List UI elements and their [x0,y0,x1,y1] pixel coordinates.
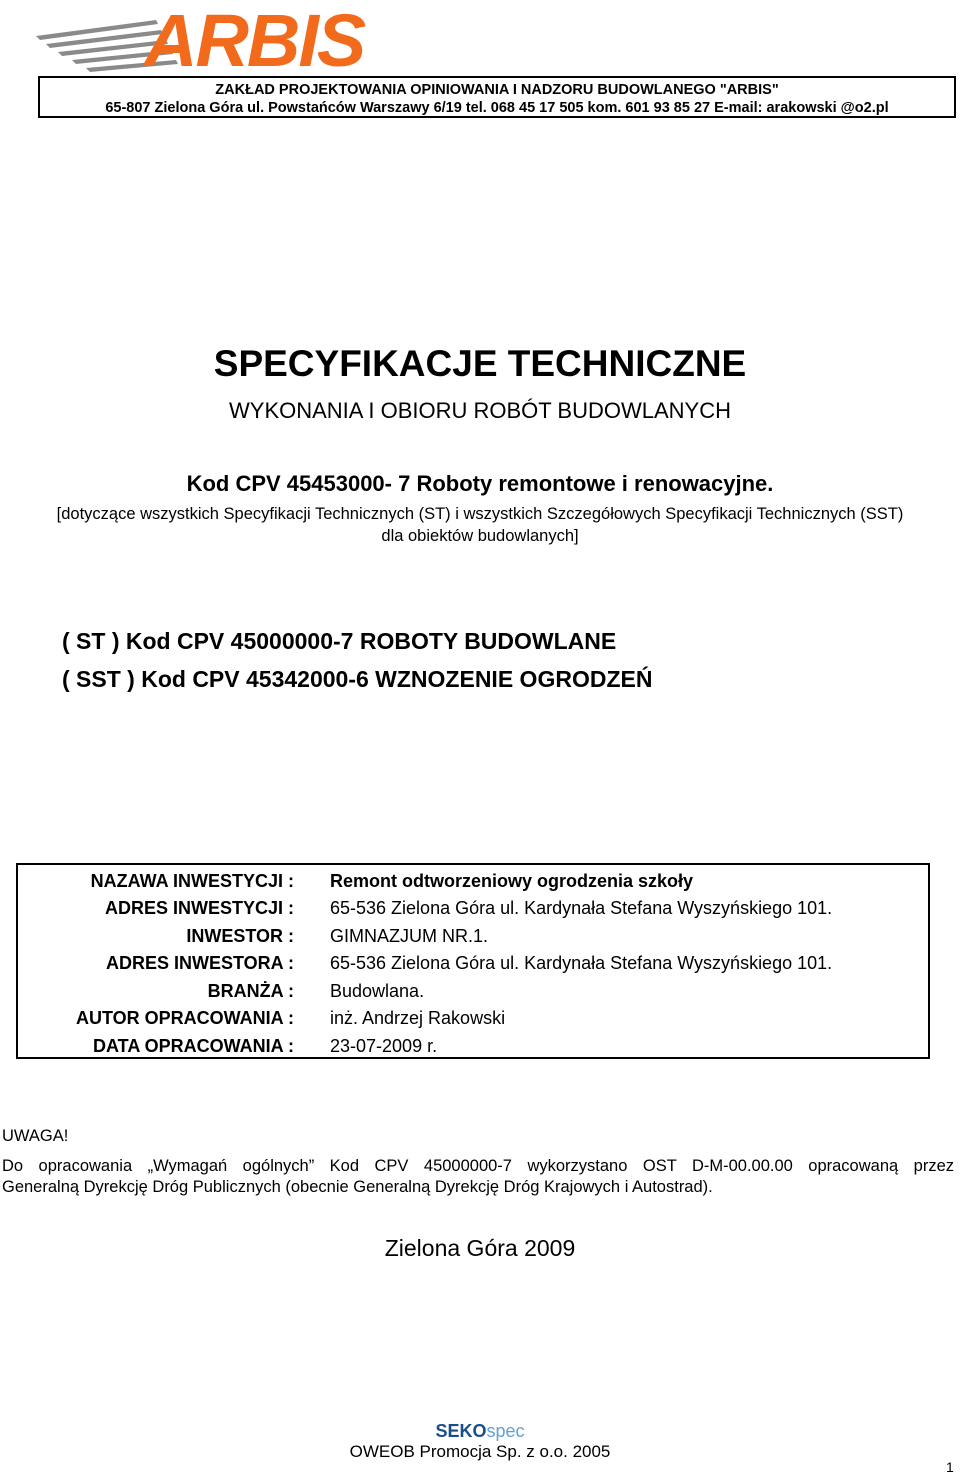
info-label: DATA OPRACOWANIA : [93,1036,294,1056]
info-label: NAZAWA INWESTYCJI : [90,871,294,891]
info-row [18,1033,928,1060]
document-title: SPECYFIKACJE TECHNICZNE [213,343,747,384]
info-value: Remont odtworzeniowy ogrodzenia szkoły [330,871,694,891]
company-header [38,76,956,118]
info-value: inż. Andrzej Rakowski [330,1008,506,1028]
info-value: GIMNAZJUM NR.1. [330,926,489,946]
logo-text: ARBIS [144,2,365,74]
info-value: Budowlana. [330,981,425,1001]
cpv-code-line: Kod CPV 45453000- 7 Roboty remontowe i renowacyjne. [186,471,774,496]
info-label: INWESTOR : [186,926,294,946]
page-number: 1 [946,1459,954,1475]
info-label: BRANŻA : [207,981,294,1001]
info-label: ADRES INWESTORA : [105,953,294,973]
info-row [18,1005,928,1032]
document-subtitle: WYKONANIA I OBIORU ROBÓT BUDOWLANYCH [229,398,731,423]
sekospec-logo [0,1421,960,1442]
sekospec-logo-bold: SEKO [435,1421,487,1441]
info-value: 65-536 Zielona Góra ul. Kardynała Stefana Wyszyńskiego 101. [330,953,833,973]
company-name: ZAKŁAD PROJEKTOWANIA OPINIOWANIA I NADZORU BUDOWLANEGO "ARBIS" [215,82,779,98]
st-code-line: ( ST ) Kod CPV 45000000-7 ROBOTY BUDOWLANE [62,628,617,654]
info-value: 23-07-2009 r. [330,1036,438,1056]
scope-note-line1: [dotyczące wszystkich Specyfikacji Technicznych (ST) i wszystkich Szczegółowych Specyfikacji Technicznych (SST) [56,505,904,523]
arbis-logo [36,2,456,74]
scope-note-line2: dla obiektów budowlanych] [381,527,579,545]
sst-code-line: ( SST ) Kod CPV 45342000-6 WZNOZENIE OGRODZEŃ [62,666,653,692]
sekospec-logo-light: spec [486,1421,525,1441]
info-row [18,950,928,977]
source-note-paragraph [2,1156,954,1198]
footer-company: OWEOB Promocja Sp. z o.o. 2005 [349,1442,611,1461]
source-note-line2: Generalną Dyrekcję Dróg Publicznych (obecnie Generalną Dyrekcję Dróg Krajowych i Autostrad). [2,1178,713,1196]
info-label: ADRES INWESTYCJI : [104,898,294,918]
info-row [18,923,928,950]
place-and-year: Zielona Góra 2009 [384,1235,576,1261]
info-row [18,978,928,1005]
company-contact: 65-807 Zielona Góra ul. Powstańców Warszawy 6/19 tel. 068 45 17 505 kom. 601 93 85 27 E-mail: arakowski @o2.pl [105,100,889,116]
source-note-line1: Do opracowania „Wymagań ogólnych” Kod CPV 45000000-7 wykorzystano OST D-M-00.00.00 opracowaną przez [2,1157,954,1175]
warning-heading: UWAGA! [2,1127,69,1145]
investment-info-table [16,863,930,1059]
info-label: AUTOR OPRACOWANIA : [76,1008,294,1028]
info-value: 65-536 Zielona Góra ul. Kardynała Stefana Wyszyńskiego 101. [330,898,833,918]
info-row [18,868,928,895]
info-row [18,895,928,922]
